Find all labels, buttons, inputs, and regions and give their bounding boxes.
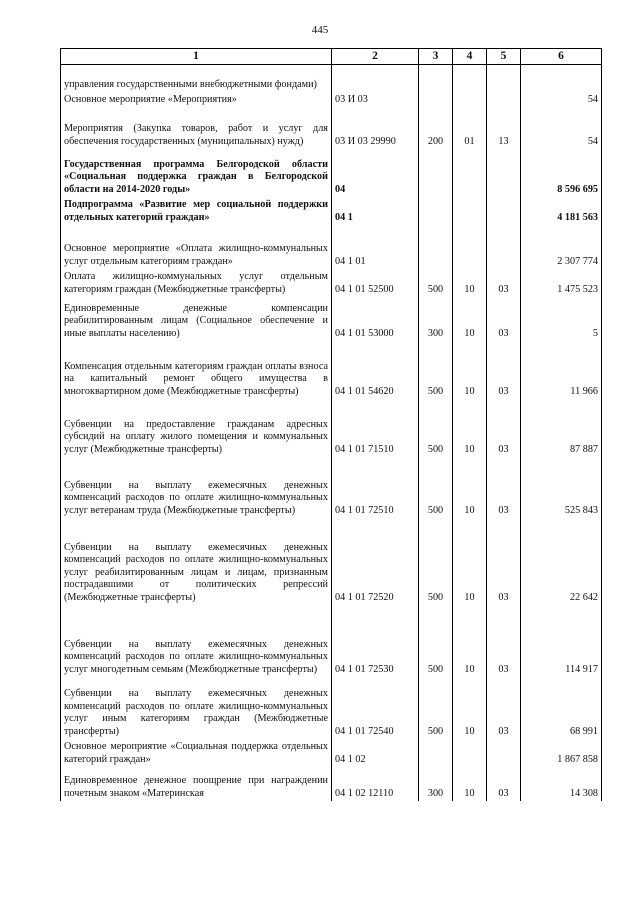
row-name: Основное мероприятие «Социальная поддержка отдельных категорий граждан» [61,739,332,767]
row-expense-type [419,65,453,92]
row-subsection: 03 [487,605,521,677]
row-name: Подпрограмма «Развитие мер социальной поддержки отдельных категорий граждан» [61,197,332,225]
row-name: Субвенции на выплату ежемесячных денежных компенсаций расходов по оплате жилищно-коммунальных услуг многодетным семьям (Межбюджетные трансферты) [61,605,332,677]
table-row [61,197,602,225]
row-section: 10 [453,677,487,739]
row-name: Компенсация отдельным категориям граждан оплаты взноса на капитальный ремонт общего имущества в многоквартирном доме (Межбюджетные трансферты) [61,341,332,399]
column-header-code: 2 [332,49,419,65]
budget-table [60,48,602,801]
row-expense-type: 300 [419,297,453,341]
row-name: Основное мероприятие «Оплата жилищно-коммунальных услуг отдельным категориям граждан» [61,225,332,269]
row-section: 10 [453,518,487,605]
row-expense-type [419,739,453,767]
row-expense-type: 500 [419,518,453,605]
row-amount: 14 308 [521,767,602,801]
row-expense-type: 500 [419,605,453,677]
table-row [61,399,602,457]
row-amount: 54 [521,107,602,149]
row-expense-type: 200 [419,107,453,149]
row-name: Субвенции на выплату ежемесячных денежных компенсаций расходов по оплате жилищно-коммунальных услуг реабилитированным лицам и лицам, признанным пострадавшими от политических репрессий (Межбюджетные трансферты) [61,518,332,605]
row-name: Основное мероприятие «Мероприятия» [61,92,332,107]
row-code: 04 1 01 52500 [332,269,419,297]
row-code: 03 И 03 29990 [332,107,419,149]
row-name: Субвенции на выплату ежемесячных денежных компенсаций расходов по оплате жилищно-коммунальных услуг иным категориям граждан (Межбюджетные трансферты) [61,677,332,739]
row-subsection: 03 [487,457,521,518]
row-code [332,65,419,92]
row-subsection: 03 [487,297,521,341]
row-section: 10 [453,767,487,801]
row-section [453,225,487,269]
table-row [61,92,602,107]
row-subsection: 03 [487,341,521,399]
row-name: Государственная программа Белгородской области «Социальная поддержка граждан в Белгородской области на 2014-2020 годы» [61,149,332,197]
row-code: 04 1 01 [332,225,419,269]
row-code: 03 И 03 [332,92,419,107]
row-name: Единовременные денежные компенсации реабилитированным лицам (Социальное обеспечение и иные выплаты населению) [61,297,332,341]
row-subsection [487,65,521,92]
row-expense-type: 500 [419,399,453,457]
row-expense-type [419,197,453,225]
row-expense-type [419,92,453,107]
row-section [453,92,487,107]
row-code: 04 1 01 72530 [332,605,419,677]
row-expense-type [419,225,453,269]
table-row [61,518,602,605]
row-section: 10 [453,341,487,399]
row-subsection [487,149,521,197]
row-expense-type [419,149,453,197]
row-amount: 11 966 [521,341,602,399]
table-row [61,605,602,677]
row-subsection [487,225,521,269]
row-subsection: 03 [487,269,521,297]
row-section: 01 [453,107,487,149]
table-row [61,677,602,739]
row-amount: 87 887 [521,399,602,457]
row-amount: 54 [521,92,602,107]
table-row [61,457,602,518]
row-section [453,65,487,92]
column-header-3: 3 [419,49,453,65]
column-header-name: 1 [61,49,332,65]
row-amount: 1 475 523 [521,269,602,297]
row-expense-type: 500 [419,269,453,297]
row-section [453,149,487,197]
row-code: 04 [332,149,419,197]
row-name: Мероприятия (Закупка товаров, работ и услуг для обеспечения государственных (муниципальных) нужд) [61,107,332,149]
row-amount: 68 991 [521,677,602,739]
column-header-4: 4 [453,49,487,65]
row-name: Единовременное денежное поощрение при награждении почетным знаком «Материнская [61,767,332,801]
column-header-amount: 6 [521,49,602,65]
row-amount: 8 596 695 [521,149,602,197]
row-expense-type: 300 [419,767,453,801]
table-row [61,65,602,92]
row-amount: 525 843 [521,457,602,518]
row-section: 10 [453,457,487,518]
row-amount: 22 642 [521,518,602,605]
row-section [453,739,487,767]
table-row [61,225,602,269]
row-code: 04 1 02 [332,739,419,767]
row-subsection: 13 [487,107,521,149]
table-row [61,739,602,767]
row-subsection: 03 [487,518,521,605]
row-section: 10 [453,297,487,341]
table-row [61,107,602,149]
row-section: 10 [453,269,487,297]
page-number: 445 [311,24,329,36]
row-expense-type: 500 [419,457,453,518]
table-row [61,297,602,341]
row-amount: 2 307 774 [521,225,602,269]
row-amount: 114 917 [521,605,602,677]
row-amount: 4 181 563 [521,197,602,225]
row-amount [521,65,602,92]
row-code: 04 1 02 12110 [332,767,419,801]
row-section: 10 [453,605,487,677]
table-row [61,269,602,297]
row-subsection: 03 [487,399,521,457]
row-subsection: 03 [487,767,521,801]
row-code: 04 1 [332,197,419,225]
table-header-row [61,49,602,65]
column-header-5: 5 [487,49,521,65]
row-name: Субвенции на выплату ежемесячных денежных компенсаций расходов по оплате жилищно-коммунальных услуг ветеранам труда (Межбюджетные трансферты) [61,457,332,518]
row-name: управления государственными внебюджетными фондами) [61,65,332,92]
row-section: 10 [453,399,487,457]
row-subsection: 03 [487,677,521,739]
row-code: 04 1 01 53000 [332,297,419,341]
row-subsection [487,739,521,767]
row-code: 04 1 01 54620 [332,341,419,399]
row-code: 04 1 01 71510 [332,399,419,457]
row-subsection [487,92,521,107]
row-expense-type: 500 [419,341,453,399]
row-code: 04 1 01 72540 [332,677,419,739]
row-subsection [487,197,521,225]
row-section [453,197,487,225]
row-code: 04 1 01 72520 [332,518,419,605]
row-amount: 1 867 858 [521,739,602,767]
row-expense-type: 500 [419,677,453,739]
table-row [61,341,602,399]
row-name: Субвенции на предоставление гражданам адресных субсидий на оплату жилого помещения и коммунальных услуг (Межбюджетные трансферты) [61,399,332,457]
row-amount: 5 [521,297,602,341]
row-name: Оплата жилищно-коммунальных услуг отдельным категориям граждан (Межбюджетные трансферты) [61,269,332,297]
row-code: 04 1 01 72510 [332,457,419,518]
table-row [61,767,602,801]
table-row [61,149,602,197]
